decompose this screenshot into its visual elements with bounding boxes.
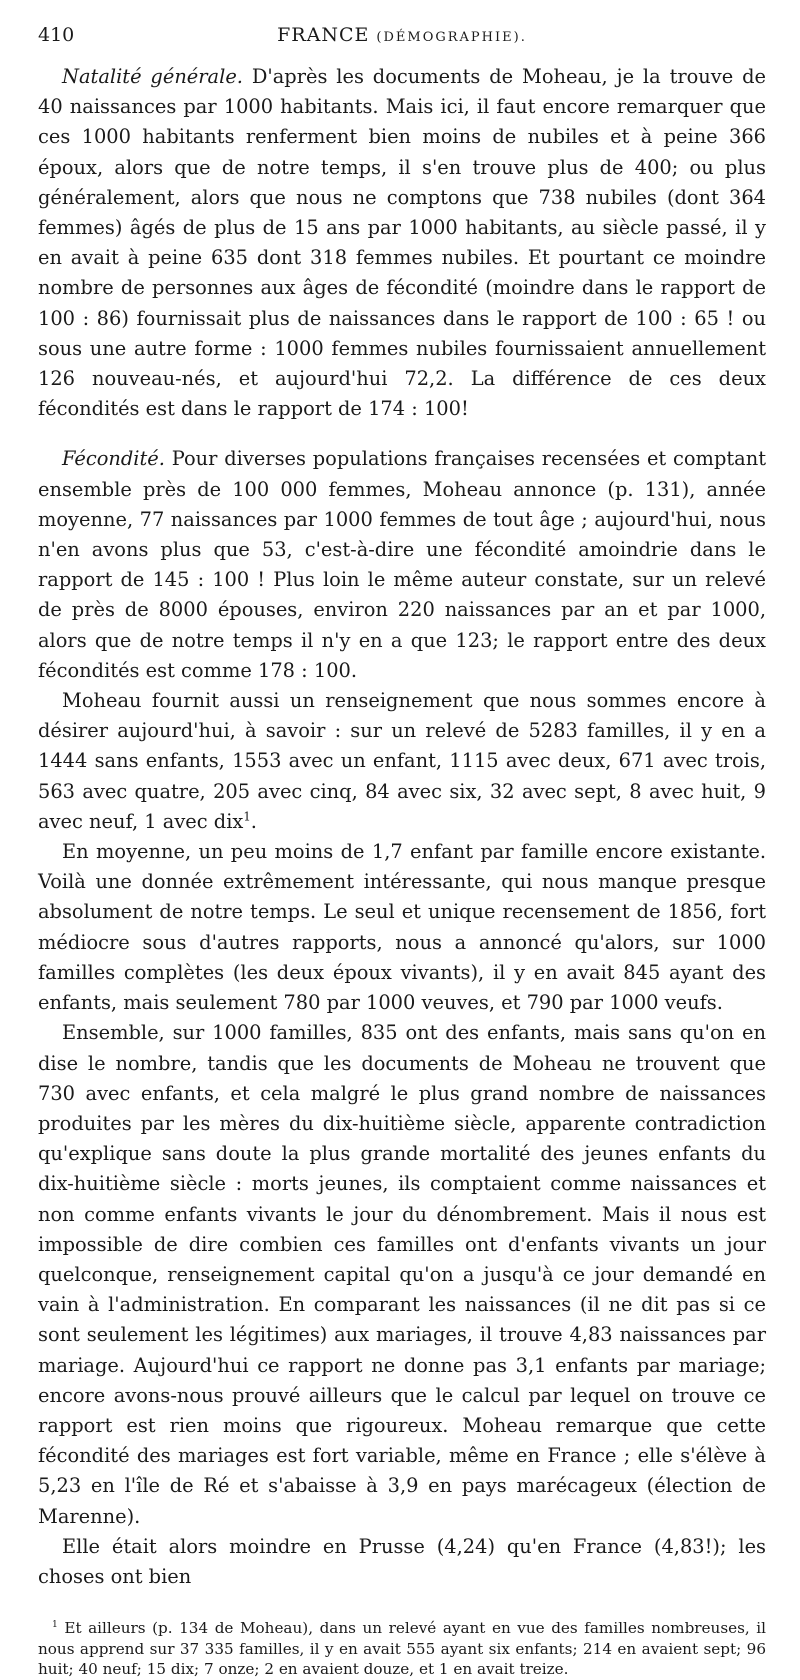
paragraph-ensemble [38,1018,766,1531]
paragraph-text: Moheau fournit aussi un renseignement que nous sommes encore à désirer aujourd'hui, à savoir : sur un relevé de 5283 familles, il y en a 1444 sans enfants, 1553 avec un enfant, 1115 avec deux, 671 avec trois, 563 avec quatre, 205 avec cinq, 84 avec six, 32 avec sept, 8 avec huit, 9 avec neuf, 1 avec dix [38,689,766,833]
footnote [38,1618,766,1680]
paragraph-lead-fecondite: Fécondité. [62,447,165,471]
paragraph-text: Pour diverses populations françaises recensées et comptant ensemble près de 100 000 femmes, Moheau annonce (p. 131), année moyenne, 77 naissances par 1000 femmes de tout âge ; aujourd'hui, nous n'en avons plus que 53, c'est-à-dire une fécondité amoindrie dans le rapport de 145 : 100 ! Plus loin le même auteur constate, sur un relevé de près de 8000 épouses, environ 220 naissances par an et par 1000, alors que de notre temps il n'y en a que 123; le rapport entre des deux fécondités est comme 178 : 100. [38,447,766,682]
paragraph-text: En moyenne, un peu moins de 1,7 enfant par famille encore existante. Voilà une donnée extrêmement intéressante, qui nous manque presque absolument de notre temps. Le seul et unique recensement de 1856, fort médiocre sous d'autres rapports, nous a annoncé qu'alors, sur 1000 familles complètes (les deux époux vivants), il y en avait 845 ayant des enfants, mais seulement 780 par 1000 veuves, et 790 par 1000 veufs. [38,840,766,1015]
footnote-ref[interactable]: 1 [243,809,251,824]
paragraph-text: Elle était alors moindre en Prusse (4,24) qu'en France (4,83!); les choses ont bien [38,1534,766,1588]
footnotes [38,1618,766,1680]
main-text [38,62,766,1592]
paragraph-fecondite [38,444,766,686]
footnote-text: Et ailleurs (p. 134 de Moheau), dans un relevé ayant en vue des familles nombreuses, il nous apprend sur 37 335 familles, il y en avait 555 ayant six enfants; 214 en avaient sept; 96 huit; 40 neuf; 15 dix; 7 onze; 2 en avaient douze, et 1 en avait treize. [38,1619,766,1679]
footnote-mark: 1 [52,1620,58,1631]
running-subtitle: (DÉMOGRAPHIE). [376,30,527,45]
paragraph-prusse [38,1532,766,1592]
running-header [38,24,766,56]
page [38,24,766,1680]
paragraph-moyenne [38,837,766,1018]
paragraph-familles [38,686,766,837]
paragraph-text: D'après les documents de Moheau, je la trouve de 40 naissances par 1000 habitants. Mais ici, il faut encore remarquer que ces 1000 habitants renferment bien moins de nubiles et à peine 366 époux, alors que de notre temps, il s'en trouve plus de 400; ou plus généralement, alors que nous ne comptons que 738 nubiles (dont 364 femmes) âgés de plus de 15 ans par 1000 habitants, au siècle passé, il y en avait à peine 635 dont 318 femmes nubiles. Et pourtant ce moindre nombre de personnes aux âges de fécondité (moindre dans le rapport de 100 : 86) fournissait plus de naissances dans le rapport de 100 : 65 ! ou sous une autre forme : 1000 femmes nubiles fournissaient annuellement 126 nouveau-nés, et aujourd'hui 72,2. La différence de ces deux fécondités est dans le rapport de 174 : 100! [38,65,766,421]
paragraph-text: Ensemble, sur 1000 familles, 835 ont des enfants, mais sans qu'on en dise le nombre, tandis que les documents de Moheau ne trouvent que 730 avec enfants, et cela malgré le plus grand nombre de naissances produites par les mères du dix-huitième siècle, apparente contradiction qu'explique sans doute la plus grande mortalité des jeunes enfants du dix-huitième siècle : morts jeunes, ils comptaient comme naissances et non comme enfants vivants le jour du dénombrement. Mais il nous est impossible de dire combien ces familles ont d'enfants vivants un jour quelconque, renseignement capital qu'on a jusqu'à ce jour demandé en vain à l'administration. En comparant les naissances (il ne dit pas si ce sont seulement les légitimes) aux mariages, il trouve 4,83 naissances par mariage. Aujourd'hui ce rapport ne donne pas 3,1 enfants par mariage; encore avons-nous prouvé ailleurs que le calcul par lequel on trouve ce rapport est rien moins que rigoureux. Moheau remarque que cette fécondité des mariages est fort variable, même en France ; elle s'élève à 5,23 en l'île de Ré et s'abaisse à 3,9 en pays marécageux (élection de Marenne). [38,1021,766,1528]
running-title-block [38,24,766,46]
paragraph-natalite [38,62,766,424]
page-number: 410 [38,24,75,46]
running-title: FRANCE [277,24,370,46]
paragraph-end: . [250,809,257,833]
paragraph-lead-natalite: Natalité générale. [62,65,243,88]
